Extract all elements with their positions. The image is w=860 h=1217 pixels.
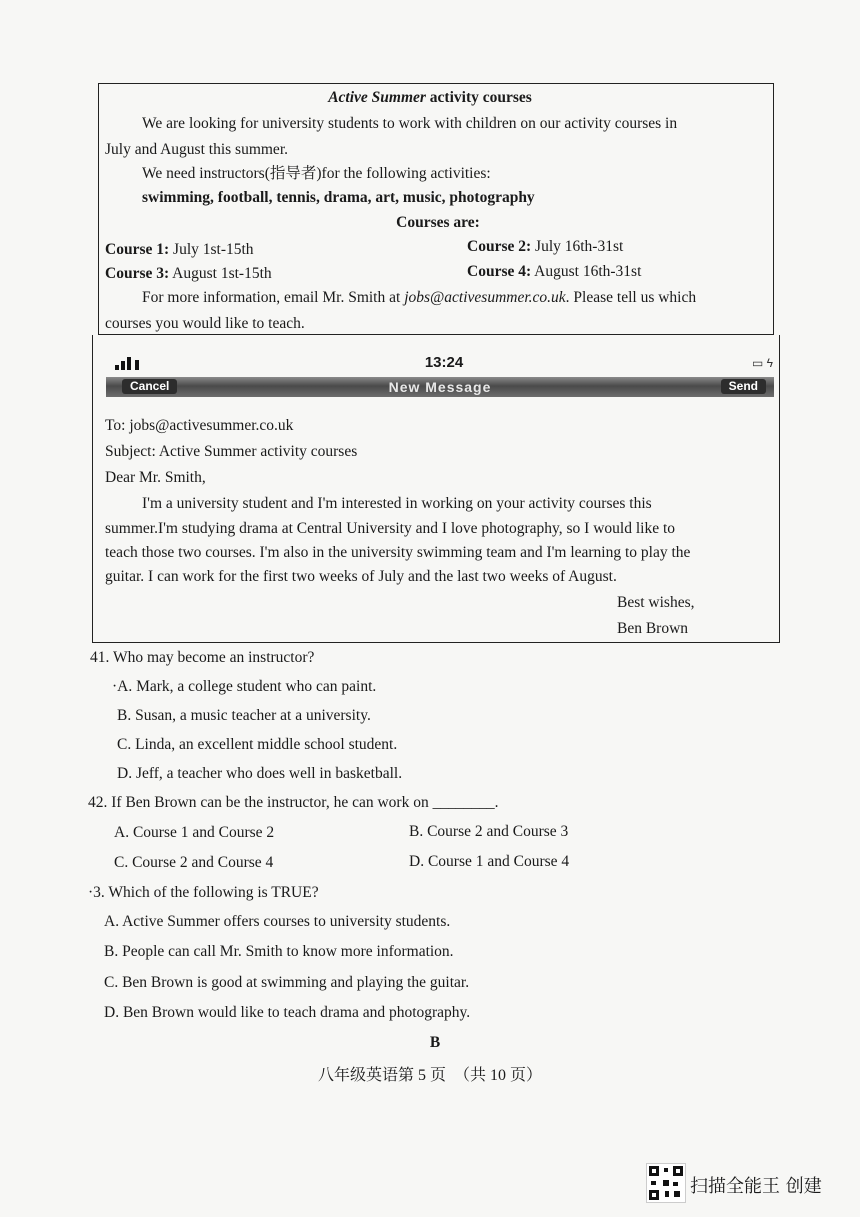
course-4 <box>467 262 641 282</box>
question-41-option-b: B. Susan, a music teacher at a university. <box>117 707 371 724</box>
ad-paragraph-1-line-1: We are looking for university students to work with children on our activity courses in <box>142 115 678 132</box>
ad-more-info-post: . Please tell us which <box>565 289 697 306</box>
qr-code-icon <box>646 1163 686 1203</box>
question-43-option-a: A. Active Summer offers courses to university students. <box>104 913 451 930</box>
section-label: B <box>429 1034 441 1051</box>
course-1 <box>105 240 254 260</box>
question-43-option-d: D. Ben Brown would like to teach drama and photography. <box>104 1004 471 1021</box>
ad-title-brand: Active Summer <box>328 89 426 106</box>
ad-more-info <box>142 288 696 308</box>
course-1-label: Course 1: <box>105 241 170 258</box>
message-closing: Best wishes, <box>617 594 695 611</box>
question-43-option-b: B. People can call Mr. Smith to know more information. <box>104 943 454 960</box>
nav-title: New Message <box>388 379 492 395</box>
message-body-line-4: guitar. I can work for the first two weeks of July and the last two weeks of August. <box>105 568 617 585</box>
battery-icon: ▭ ϟ <box>751 356 773 370</box>
question-42-stem: 42. If Ben Brown can be the instructor, he can work on ________. <box>88 794 499 811</box>
message-to: To: jobs@activesummer.co.uk <box>105 417 294 434</box>
ad-more-info-line-2: courses you would like to teach. <box>105 315 305 332</box>
question-41-option-d: D. Jeff, a teacher who does well in basketball. <box>117 765 403 782</box>
ad-more-info-email: jobs@activesummer.co.uk <box>404 289 566 306</box>
question-42-option-b: B. Course 2 and Course 3 <box>409 823 569 840</box>
scanner-watermark: 扫描全能王 创建 <box>690 1176 822 1197</box>
course-3 <box>105 264 272 284</box>
ad-title <box>0 88 860 108</box>
course-3-label: Course 3: <box>105 265 170 282</box>
cancel-button[interactable]: Cancel <box>122 379 177 394</box>
ad-courses-heading: Courses are: <box>396 214 480 231</box>
course-2-label: Course 2: <box>467 238 532 255</box>
message-body-line-3: teach those two courses. I'm also in the university swimming team and I'm learning to play the <box>105 544 691 561</box>
message-greeting: Dear Mr. Smith, <box>105 469 206 486</box>
status-time: 13:24 <box>424 354 464 371</box>
question-41-stem: 41. Who may become an instructor? <box>90 649 315 666</box>
message-nav-bar <box>106 377 774 397</box>
question-42-option-a: A. Course 1 and Course 2 <box>114 824 275 841</box>
question-42-option-d: D. Course 1 and Course 4 <box>409 853 570 870</box>
message-subject: Subject: Active Summer activity courses <box>105 443 358 460</box>
question-43-stem: ·3. Which of the following is TRUE? <box>88 884 319 901</box>
course-1-dates: July 1st-15th <box>169 241 254 258</box>
message-signature: Ben Brown <box>617 620 689 637</box>
message-body-line-1: I'm a university student and I'm interested in working on your activity courses this <box>142 495 652 512</box>
ad-activities: swimming, football, tennis, drama, art, music, photography <box>142 189 535 206</box>
ad-title-rest: activity courses <box>425 89 532 106</box>
question-42-option-c: C. Course 2 and Course 4 <box>114 854 274 871</box>
send-button[interactable]: Send <box>721 379 766 394</box>
ad-paragraph-1-line-2: July and August this summer. <box>105 141 288 158</box>
course-2-dates: July 16th-31st <box>531 238 624 255</box>
question-43-option-c: C. Ben Brown is good at swimming and playing the guitar. <box>104 974 470 991</box>
question-41-option-c: C. Linda, an excellent middle school student. <box>117 736 398 753</box>
phone-status-bar <box>115 353 773 373</box>
question-41-option-a: ·A. Mark, a college student who can paint. <box>112 678 377 695</box>
course-2 <box>467 237 623 257</box>
course-3-dates: August 1st-15th <box>169 265 272 282</box>
course-4-dates: August 16th-31st <box>531 263 642 280</box>
page-footer: 八年级英语第 5 页 （共 10 页） <box>317 1067 542 1084</box>
course-4-label: Course 4: <box>467 263 532 280</box>
ad-paragraph-2: We need instructors(指导者)for the following activities: <box>142 165 491 182</box>
message-body-line-2: summer.I'm studying drama at Central University and I love photography, so I would like to <box>105 520 676 537</box>
ad-more-info-pre: For more information, email Mr. Smith at <box>142 289 405 306</box>
